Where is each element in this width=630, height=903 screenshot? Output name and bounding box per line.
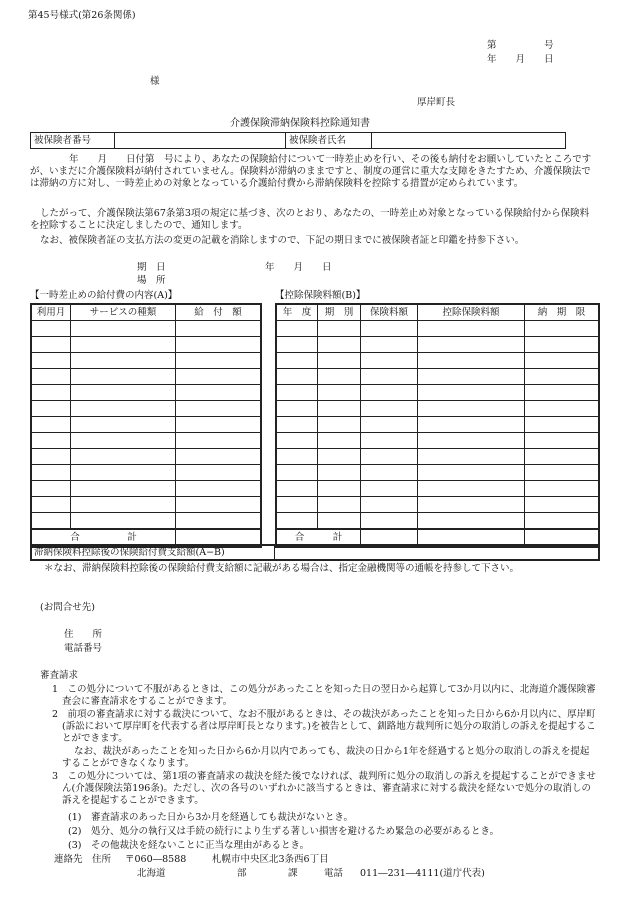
body-paragraph-1: 年 月 日付第 号により、あなたの保険給付について一時差止めを行い、その後も納付をお願いしていたところですが、いまだに介護保険料が納付されていません。保険料が滞納のままですと、制度の運営に重大な支障をきたすため、介護保険法では滞納の方に対し、一時差止めの対象となっている介護給付費から滞納保険料を控除する措置が定められています。: [30, 154, 592, 189]
issuer: 厚岸町長: [417, 97, 456, 108]
net-amount-field[interactable]: [275, 545, 600, 560]
contact-phone-label: 電話: [324, 868, 344, 879]
table-row: [276, 465, 599, 481]
document-title: 介護保険滞納保険料控除通知書: [230, 118, 370, 129]
review-item-2-note: なお、裁決があったことを知った日から6か月以内であっても、裁決の日から1年を経過すると処分の取消しの訴えを提起することができなくなります。: [62, 746, 590, 769]
contact-address: 札幌市中央区北3条西6丁目: [212, 854, 329, 865]
place-label: 場 所: [137, 275, 166, 286]
inquiry-phone-label: 電話番号: [64, 643, 103, 654]
header-service-type: サービスの種類: [71, 304, 176, 321]
table-row: [276, 321, 599, 337]
table-row: [31, 369, 261, 385]
table-row: [31, 481, 261, 497]
table-row: [31, 337, 261, 353]
insured-info-table: [30, 132, 566, 149]
document-number-line: 第 号: [487, 40, 554, 51]
review-item-3: 3 この処分については、第1項の審査請求の裁決を経た後でなければ、裁判所に処分の取消しの訴えを提起することができません(介護保険法第196条)。ただし、次の各号のいずれかに該当するときは、審査請求に対する裁決を経ないで処分の取消しの訴えを提起することができます。: [52, 771, 596, 806]
table-row: [31, 449, 261, 465]
table-row: [276, 417, 599, 433]
header-fiscal-year: 年 度: [276, 304, 318, 321]
table-row: [31, 353, 261, 369]
body-paragraph-3: なお、被保険者証の支払方法の変更の記載を消除しますので、下記の期日までに被保険者証と印鑑を持参下さい。: [40, 235, 525, 246]
header-period: 期 別: [318, 304, 361, 321]
review-sub-1: (1) 審査請求のあった日から3か月を経過しても裁決がないとき。: [68, 812, 354, 823]
table-row: [31, 433, 261, 449]
insured-number-field[interactable]: [115, 133, 286, 149]
table-row: [276, 513, 599, 530]
review-heading: 審査請求: [40, 670, 79, 681]
deducted-premium-table: [275, 303, 600, 548]
header-due-date: 納 期 限: [525, 304, 600, 321]
review-sub-3: (3) その他裁決を経ないことに正当な理由があるとき。: [68, 840, 310, 851]
addressee-suffix: 様: [150, 76, 160, 87]
contact-org: 北海道: [137, 868, 166, 879]
left-total-label: 合 計: [31, 529, 176, 547]
contact-label: 連絡先: [54, 854, 83, 865]
bankbook-note: ＊なお、滞納保険料控除後の保険給付費支給額に記載がある場合は、指定金融機関等の通帳を持参して下さい。: [44, 563, 520, 574]
review-sub-2: (2) 処分、処分の執行又は手続の続行により生ずる著しい損害を避けるため緊急の必要があるとき。: [68, 826, 500, 837]
review-item-1: 1 この処分について不服があるときは、この処分があったことを知った日の翌日から起算して3か月以内に、北海道介護保険審査会に審査請求をすることができます。: [52, 684, 596, 707]
table-row: [31, 465, 261, 481]
body-paragraph-2: したがって、介護保険法第67条第3項の規定に基づき、次のとおり、あなたの、一時差止め対象となっている保険給付から保険料を控除することに決定しましたので、通知します。: [30, 208, 590, 231]
table-row: [276, 369, 599, 385]
table-row: [276, 337, 599, 353]
net-amount-table: [30, 544, 600, 561]
insured-number-label: 被保険者番号: [31, 133, 115, 149]
document-date-line: 年 月 日: [487, 54, 554, 65]
review-item-2: 2 前項の審査請求に対する裁決について、なお不服があるときは、その裁決があったことを知った日から6か月以内に、厚岸町(訴訟において厚岸町を代表する者は厚岸町長となります。)を被告として、釧路地方裁判所に処分の取消しの訴えを提起することができます。: [52, 709, 596, 744]
deadline-date: 年 月 日: [265, 262, 332, 273]
table-row: [276, 497, 599, 513]
table-row: [276, 433, 599, 449]
contact-phone: 011―231―4111(道庁代表): [360, 868, 485, 879]
inquiry-address-label: 住 所: [64, 629, 103, 640]
header-benefit-amount: 給 付 額: [176, 304, 262, 321]
form-number: 第45号様式(第26条関係): [28, 10, 136, 21]
table-row: [276, 353, 599, 369]
table-row: [31, 401, 261, 417]
right-total-label: 合 計: [276, 529, 361, 547]
table-row: [31, 385, 261, 401]
table-row: [276, 449, 599, 465]
table-row: [276, 481, 599, 497]
table-row: [31, 513, 261, 530]
inquiry-heading: (お問合せ先): [40, 602, 95, 613]
table-row: [276, 385, 599, 401]
table-row: [31, 417, 261, 433]
contact-section: 課: [288, 868, 298, 879]
contact-postal: 〒060―8588: [125, 854, 187, 865]
table-row: [31, 497, 261, 513]
contact-department: 部: [237, 868, 247, 879]
header-deducted-premium: 控除保険料額: [418, 304, 525, 321]
suspended-benefits-table: [30, 303, 262, 548]
table-row: [276, 401, 599, 417]
deadline-label: 期 日: [137, 262, 166, 273]
header-premium-amount: 保険料額: [361, 304, 418, 321]
header-usage-month: 利用月: [31, 304, 71, 321]
left-table-caption: 【一時差止めの給付費の内容(A)】: [30, 290, 178, 301]
contact-address-label: 住所: [92, 854, 112, 865]
table-row: [31, 321, 261, 337]
insured-name-label: 被保険者氏名: [286, 133, 372, 149]
insured-name-field[interactable]: [372, 133, 566, 149]
net-amount-label: 滞納保険料控除後の保険給付費支給額(A−B): [31, 545, 275, 560]
right-table-caption: 【控除保険料額(B)】: [275, 290, 366, 301]
